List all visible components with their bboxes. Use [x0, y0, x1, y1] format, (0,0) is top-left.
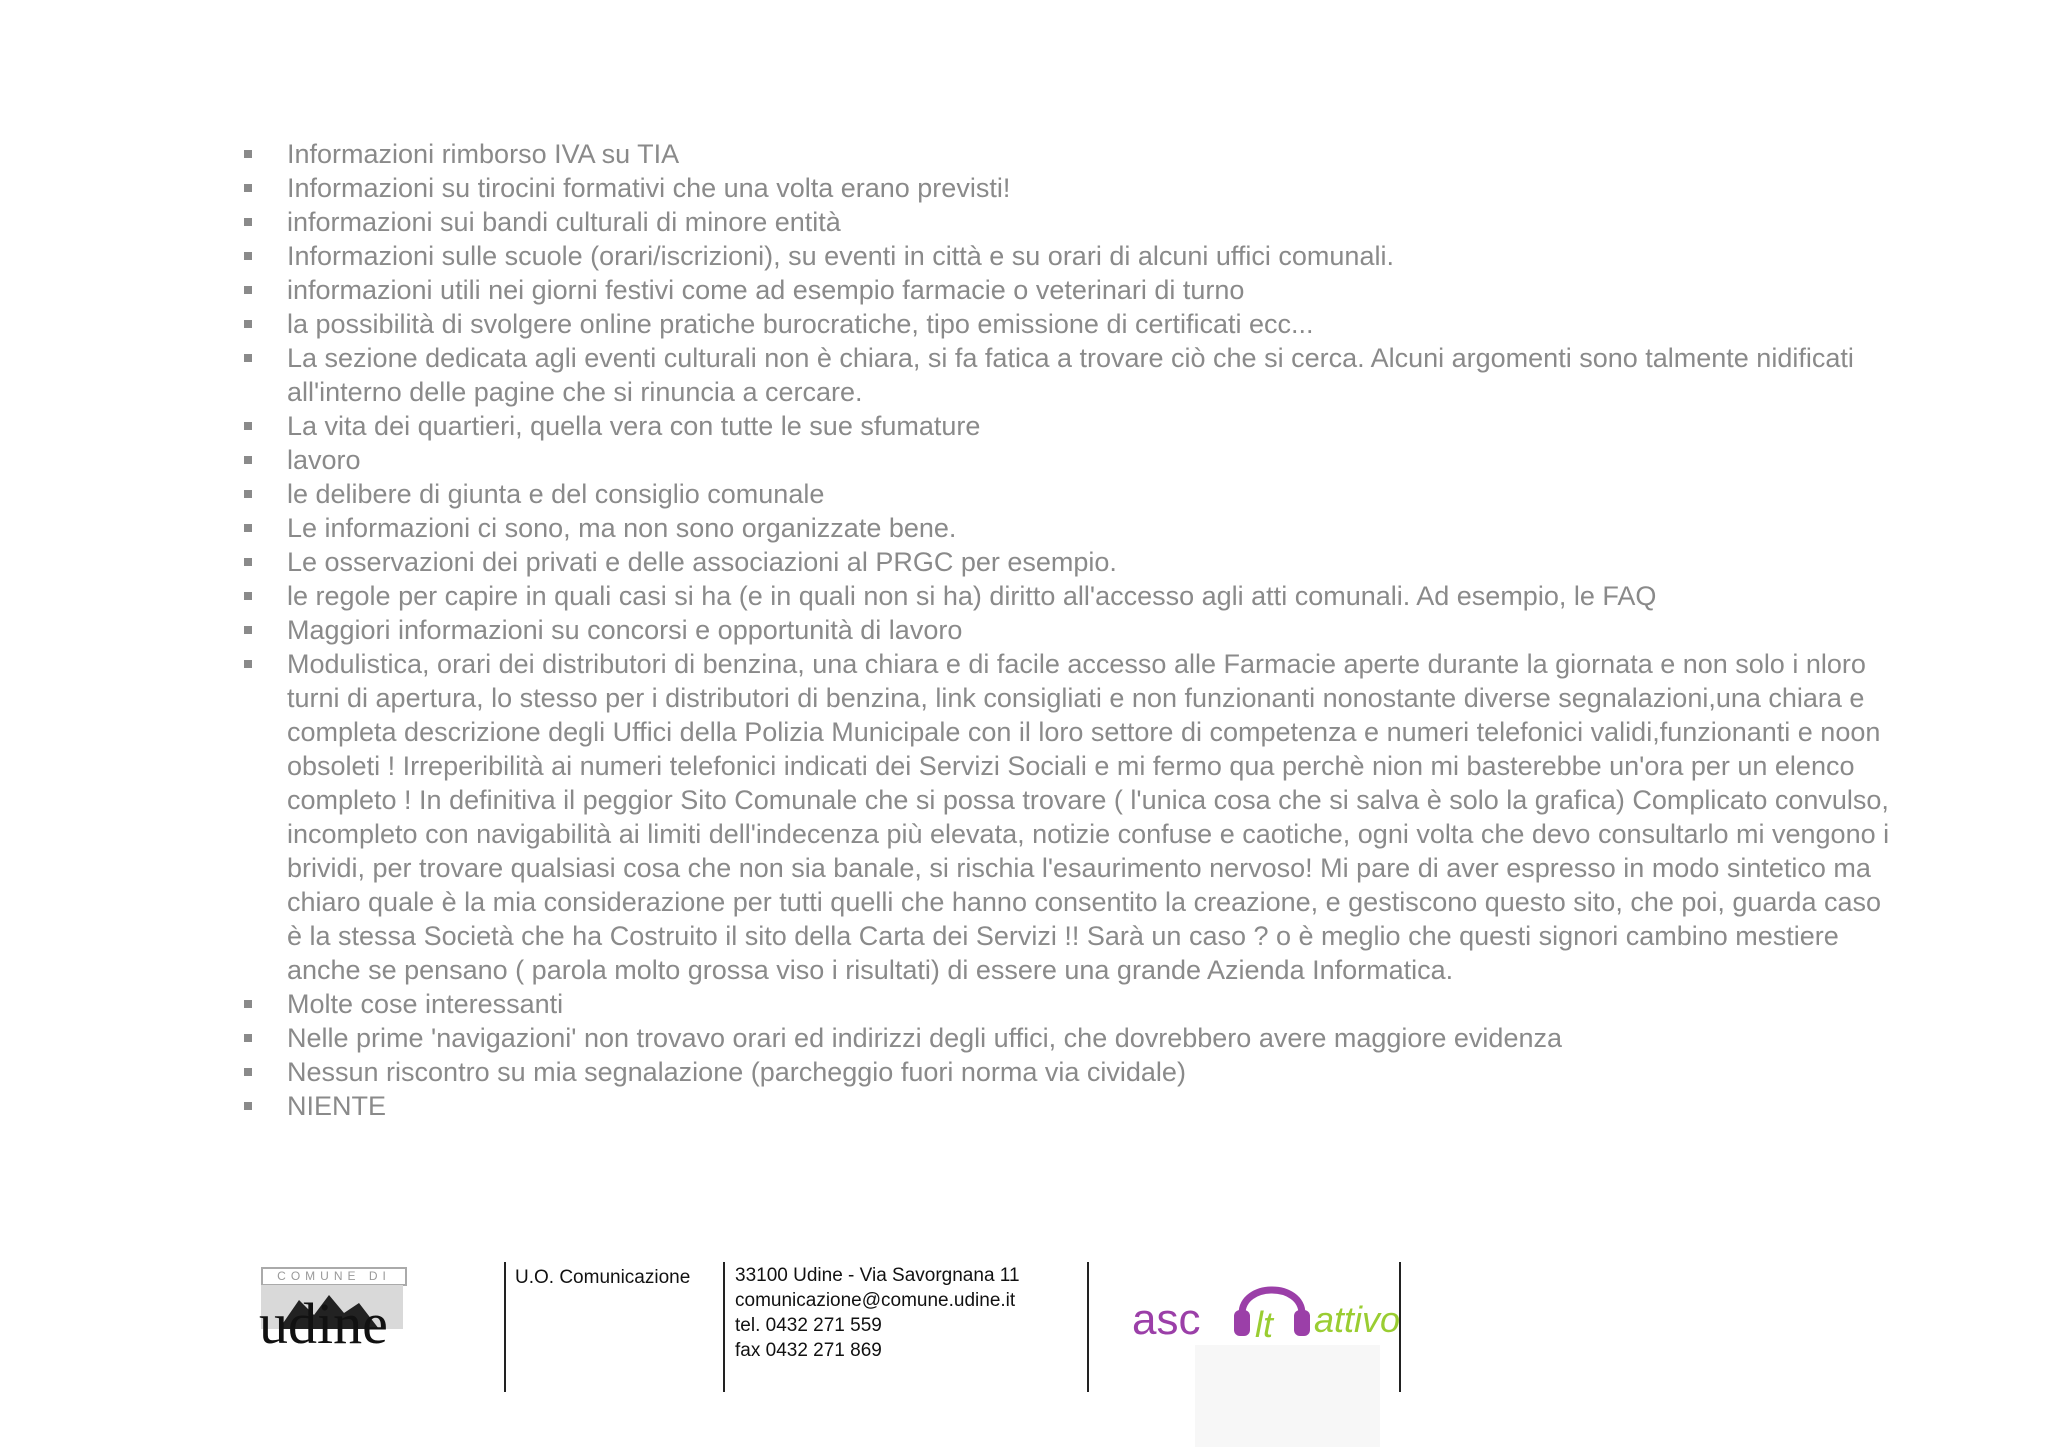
- feedback-item: [240, 511, 1900, 545]
- bullet-icon: [244, 1102, 252, 1110]
- bullet-icon: [244, 1000, 252, 1008]
- feedback-item: [240, 171, 1900, 205]
- feedback-text: Le osservazioni dei privati e delle associazioni al PRGC per esempio.: [287, 547, 1117, 577]
- bullet-icon: [244, 592, 252, 600]
- feedback-item: [240, 647, 1900, 987]
- feedback-item: [240, 205, 1900, 239]
- logo-udine-wordmark: [259, 1285, 441, 1347]
- feedback-text: Nelle prime 'navigazioni' non trovavo orari ed indirizzi degli uffici, che dovrebbero avere maggiore evidenza: [287, 1023, 1562, 1053]
- bullet-icon: [244, 660, 252, 668]
- feedback-item: [240, 477, 1900, 511]
- tel-text: tel. 0432 271 559: [735, 1315, 882, 1336]
- feedback-text: Nessun riscontro su mia segnalazione (parcheggio fuori norma via cividale): [287, 1057, 1186, 1087]
- feedback-item: [240, 545, 1900, 579]
- fax-text: fax 0432 271 869: [735, 1340, 882, 1361]
- footer-divider: [1087, 1262, 1089, 1392]
- email-text: comunicazione@comune.udine.it: [735, 1290, 1016, 1311]
- feedback-item: [240, 1089, 1900, 1123]
- bullet-icon: [244, 218, 252, 226]
- bullet-icon: [244, 150, 252, 158]
- feedback-item: [240, 273, 1900, 307]
- feedback-item: [240, 443, 1900, 477]
- feedback-text: La vita dei quartieri, quella vera con tutte le sue sfumature: [287, 411, 981, 441]
- bullet-icon: [244, 184, 252, 192]
- footer-divider: [723, 1262, 725, 1392]
- logo-word-lt: lt: [1255, 1304, 1273, 1345]
- feedback-text: Maggiori informazioni su concorsi e opportunità di lavoro: [287, 615, 963, 645]
- feedback-item: [240, 239, 1900, 273]
- bullet-icon: [244, 286, 252, 294]
- feedback-text: lavoro: [287, 445, 361, 475]
- bullet-icon: [244, 626, 252, 634]
- feedback-item: [240, 613, 1900, 647]
- feedback-item: [240, 1021, 1900, 1055]
- bullet-icon: [244, 1034, 252, 1042]
- feedback-item: [240, 137, 1900, 171]
- feedback-text: informazioni sui bandi culturali di minore entità: [287, 207, 841, 237]
- feedback-item: [240, 987, 1900, 1021]
- feedback-text: Informazioni rimborso IVA su TIA: [287, 139, 680, 169]
- contact-block: [735, 1263, 1020, 1363]
- feedback-item: [240, 409, 1900, 443]
- footer-divider: [504, 1262, 506, 1392]
- feedback-text: Informazioni sulle scuole (orari/iscrizioni), su eventi in città e su orari di alcuni uffici comunali.: [287, 241, 1394, 271]
- feedback-list: [240, 137, 1900, 1123]
- logo-word-attivo: attivo: [1314, 1299, 1400, 1340]
- bullet-icon: [244, 558, 252, 566]
- feedback-text: NIENTE: [287, 1091, 387, 1121]
- bullet-icon: [244, 1068, 252, 1076]
- logo-word-asc: asc: [1132, 1295, 1201, 1344]
- comune-udine-logo: [259, 1267, 441, 1349]
- address-text: 33100 Udine - Via Savorgnana 11: [735, 1265, 1020, 1286]
- feedback-text: Molte cose interessanti: [287, 989, 564, 1019]
- bullet-icon: [244, 456, 252, 464]
- bullet-icon: [244, 252, 252, 260]
- faint-background-block: [1195, 1345, 1380, 1447]
- bullet-icon: [244, 320, 252, 328]
- feedback-item: [240, 579, 1900, 613]
- unit-name: U.O. Comunicazione: [515, 1267, 691, 1288]
- bullet-icon: [244, 490, 252, 498]
- logo-top-label: COMUNE DI: [261, 1267, 407, 1286]
- feedback-text: la possibilità di svolgere online pratiche burocratiche, tipo emissione di certificati ecc...: [287, 309, 1314, 339]
- feedback-text: le delibere di giunta e del consiglio comunale: [287, 479, 825, 509]
- bullet-icon: [244, 524, 252, 532]
- feedback-item: [240, 307, 1900, 341]
- svg-text:udine: udine: [259, 1291, 388, 1347]
- bullet-icon: [244, 354, 252, 362]
- bullet-icon: [244, 422, 252, 430]
- feedback-text: Modulistica, orari dei distributori di benzina, una chiara e di facile accesso alle Farmacie aperte durante la giornata e non solo i nloro turni di apertura, lo stesso per i distributori di benzina, link consigliati e non funzionanti nonostante diverse segnalazioni,una chiara e completa descrizione degli Uffici della Polizia Municipale con il loro settore di competenza e numeri telefonici validi,funzionanti e noon obsoleti ! Irreperibilità ai numeri telefonici indicati dei Servizi Sociali e mi fermo qua perchè nion mi basterebbe un'ora per un elenco completo ! In definitiva il peggior Sito Comunale che si possa trovare ( l'unica cosa che si salva è solo la grafica) Complicato convulso, incompleto con navigabilità ai limiti dell'indecenza più elevata, notizie confuse e caotiche, ogni volta che devo consultarlo mi vengono i brividi, per trovare qualsiasi cosa che non sia banale, si rischia l'esaurimento nervoso! Mi pare di aver espresso in modo sintetico ma chiaro quale è la mia considerazione per tutti quelli che hanno consentito la creazione, e gestiscono questo sito, che poi, guarda caso è la stessa Società che ha Costruito il sito della Carta dei Servizi !! Sarà un caso ? o è meglio che questi signori cambino mestiere anche se pensano ( parola molto grossa viso i risultati) di essere una grande Azienda Informatica.: [287, 649, 1890, 985]
- ascolto-attivo-logo: [1130, 1262, 1400, 1357]
- feedback-item: [240, 1055, 1900, 1089]
- feedback-text: informazioni utili nei giorni festivi come ad esempio farmacie o veterinari di turno: [287, 275, 1245, 305]
- feedback-text: le regole per capire in quali casi si ha (e in quali non si ha) diritto all'accesso agli atti comunali. Ad esempio, le FAQ: [287, 581, 1657, 611]
- feedback-text: Le informazioni ci sono, ma non sono organizzate bene.: [287, 513, 957, 543]
- feedback-item: [240, 341, 1900, 409]
- feedback-text: La sezione dedicata agli eventi culturali non è chiara, si fa fatica a trovare ciò che si cerca. Alcuni argomenti sono talmente nidificati all'interno delle pagine che si rinuncia a cercare.: [287, 343, 1854, 407]
- feedback-text: Informazioni su tirocini formativi che una volta erano previsti!: [287, 173, 1011, 203]
